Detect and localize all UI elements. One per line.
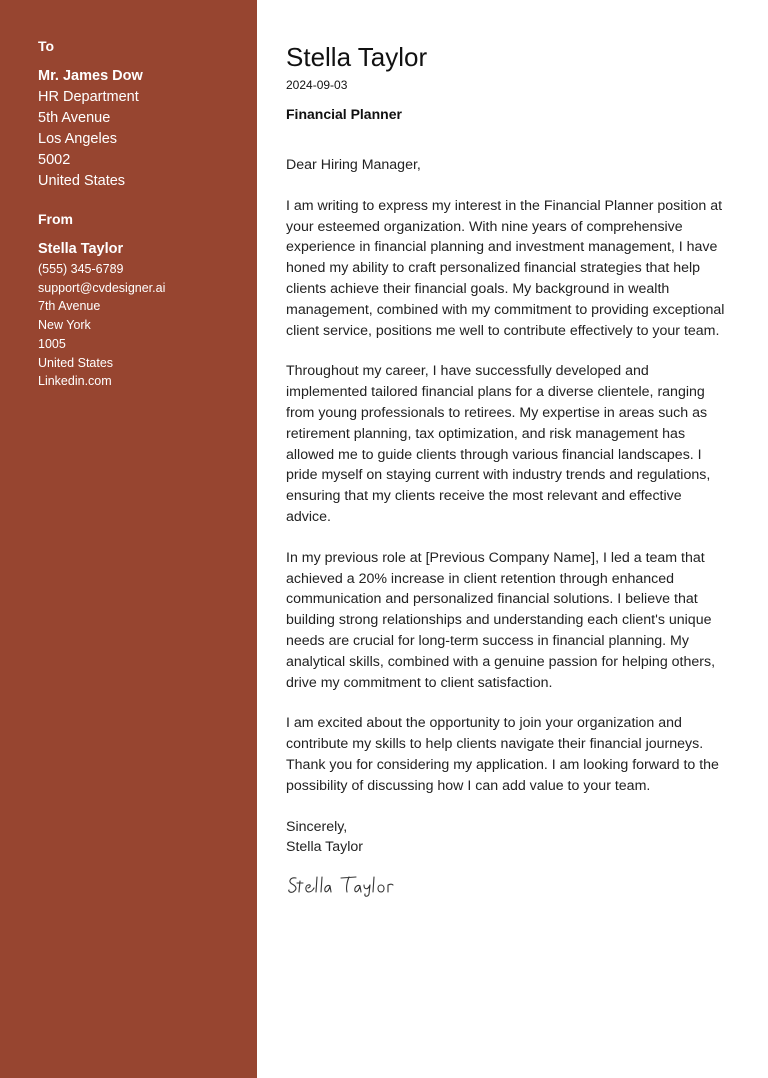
sender-street: 7th Avenue [38, 299, 101, 314]
recipient-street: 5th Avenue [38, 110, 111, 126]
sender-city: New York [38, 318, 91, 333]
sender-section [38, 211, 237, 391]
applicant-name: Stella Taylor [286, 42, 428, 72]
recipient-name: Mr. James Dow [38, 68, 143, 84]
paragraph-1: I am writing to express my interest in the Financial Planner position at your esteemed organization. With nine years of comprehensive experience in financial planning and investment management, I have honed my ability to craft personalized financial strategies that help clients achieve their financial goals. My background in wealth management, combined with my commitment to providing exceptional client service, positions me well to contribute effectively to your team. [286, 197, 725, 339]
sidebar [0, 0, 257, 1078]
signature-drawing [286, 872, 396, 898]
recipient-country: United States [38, 173, 126, 189]
letter-body [257, 0, 768, 1078]
job-title: Financial Planner [286, 106, 402, 122]
sender-name: Stella Taylor [38, 241, 124, 257]
letter-date: 2024-09-03 [286, 78, 348, 92]
closing-phrase: Sincerely, [286, 818, 348, 835]
sender-heading: From [38, 211, 73, 227]
paragraph-2: Throughout my career, I have successfully developed and implemented tailored financial plans for a diverse clientele, ranging from young professionals to retirees. My expertise in areas such as retirement planning, tax optimization, and risk management has allowed me to guide clients through various financial landscapes. I pride myself on staying current with industry trends and regulations, ensuring that my clients receive the most relevant and effective advice. [286, 363, 711, 525]
signature [286, 872, 730, 903]
closing [286, 817, 730, 859]
recipient-department: HR Department [38, 89, 139, 105]
sender-email[interactable]: support@cvdesigner.ai [38, 280, 166, 295]
sender-phone: (555) 345-6789 [38, 262, 124, 276]
paragraph-3: In my previous role at [Previous Company Name], I led a team that achieved a 20% increase in client retention through enhanced communication and personalized financial solutions. I believe that building strong relationships and understanding each client's unique needs are crucial for long-term success in financial planning. My analytical skills, combined with a genuine passion for helping others, drive my commitment to client satisfaction. [286, 549, 716, 691]
closing-name: Stella Taylor [286, 839, 364, 856]
recipient-zip: 5002 [38, 152, 71, 168]
salutation: Dear Hiring Manager, [286, 157, 421, 173]
recipient-city: Los Angeles [38, 131, 118, 147]
recipient-heading: To [38, 38, 55, 54]
sender-linkedin[interactable]: Linkedin.com [38, 374, 112, 389]
recipient-section [38, 38, 237, 192]
paragraph-4: I am excited about the opportunity to join your organization and contribute my skills to help clients navigate their financial journeys. Thank you for considering my application. I am looking forward to the possibility of discussing how I can add value to your team. [286, 715, 719, 794]
sender-country: United States [38, 355, 114, 370]
sender-zip: 1005 [38, 336, 66, 351]
